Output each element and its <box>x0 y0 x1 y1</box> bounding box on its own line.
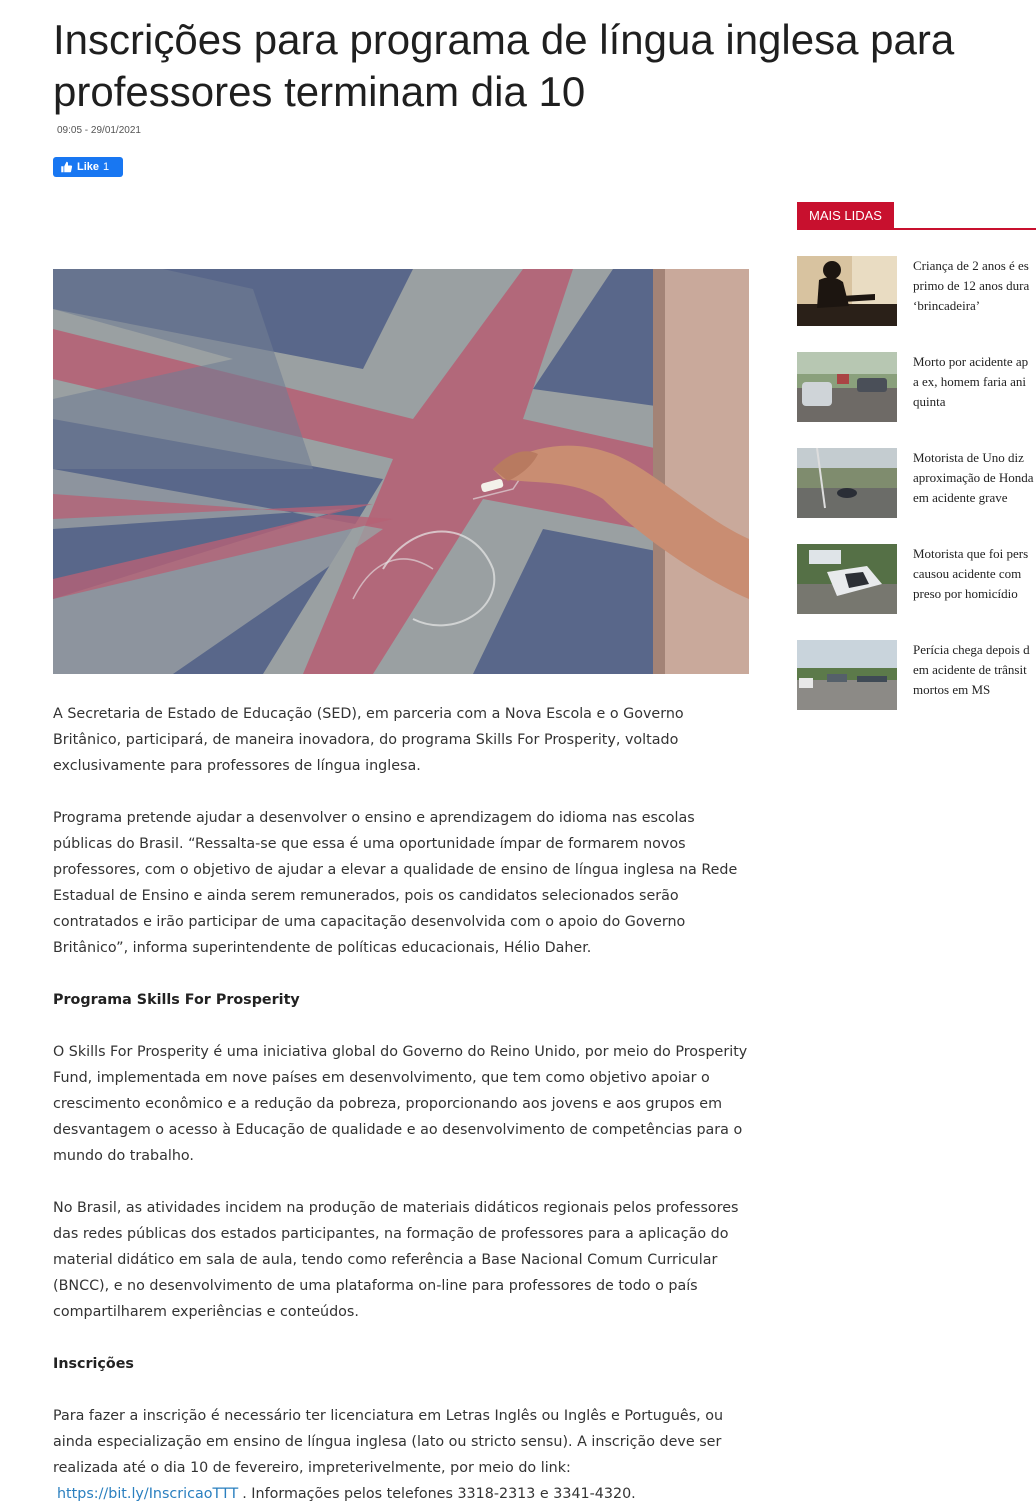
article-title <box>53 14 1033 118</box>
headline-line: a ex, homem faria ani <box>913 374 1026 389</box>
news-headline <box>913 256 1036 316</box>
like-label: Like <box>77 161 100 173</box>
article-hero-image <box>53 269 749 674</box>
news-headline <box>913 352 1036 412</box>
article-title-line2: professores terminam dia 10 <box>53 68 586 115</box>
article-paragraph-with-link <box>53 1403 753 1507</box>
news-thumbnail <box>797 256 897 326</box>
news-headline <box>913 448 1036 508</box>
most-read-sidebar <box>797 202 1036 697</box>
headline-line: Criança de 2 anos é es <box>913 258 1029 273</box>
headline-line: ‘brincadeira’ <box>913 298 981 313</box>
news-thumbnail <box>797 448 897 518</box>
most-read-item[interactable] <box>797 640 1036 710</box>
paragraph-text: Para fazer a inscrição é necessário ter licenciatura em Letras Inglês ou Inglês e Português, ou ainda especialização em ensino de língua inglesa (lato ou stricto sensu). A inscrição deve ser realizada até o dia 10 de fevereiro, impreterivelmente, por meio do link: <box>53 1408 724 1476</box>
headline-line: Perícia chega depois d <box>913 642 1030 657</box>
article-date: 09:05 - 29/01/2021 <box>57 125 141 136</box>
section-heading: Programa Skills For Prosperity <box>53 992 300 1008</box>
news-thumbnail <box>797 640 897 710</box>
news-headline <box>913 640 1036 700</box>
headline-line: Motorista que foi pers <box>913 546 1029 561</box>
most-read-item[interactable] <box>797 352 1036 422</box>
news-thumbnail <box>797 544 897 614</box>
most-read-item[interactable] <box>797 256 1036 326</box>
headline-line: primo de 12 anos dura <box>913 278 1030 293</box>
headline-line: Motorista de Uno diz <box>913 450 1024 465</box>
headline-line: preso por homicídio <box>913 586 1018 601</box>
headline-line: Morto por acidente ap <box>913 354 1029 369</box>
headline-line: em acidente de trânsit <box>913 662 1027 677</box>
article-paragraph: O Skills For Prosperity é uma iniciativa global do Governo do Reino Unido, por meio do Prosperity Fund, implementada em nove países em desenvolvimento, que tem como objetivo apoiar o crescimento econômico e a redução da pobreza, proporcionando aos jovens e aos grupos em desvantagem o acesso à Educação de qualidade e ao desenvolvimento de competências para o mundo do trabalho. <box>53 1044 748 1164</box>
most-read-item[interactable] <box>797 544 1036 614</box>
news-thumbnail <box>797 352 897 422</box>
article-body <box>53 701 753 1511</box>
news-headline <box>913 544 1036 604</box>
thumbs-up-icon <box>60 161 73 173</box>
article-paragraph: No Brasil, as atividades incidem na produção de materiais didáticos regionais pelos professores das redes públicas dos estados participantes, na formação de professores para a aplicação do material didático em sala de aula, tendo como referência a Base Nacional Comum Curricular (BNCC), e no desenvolvimento de uma plataforma on-line para professores de todo o país compartilharem experiências e conteúdos. <box>53 1200 739 1320</box>
headline-line: em acidente grave <box>913 490 1008 505</box>
facebook-like-button[interactable] <box>53 157 123 177</box>
most-read-item[interactable] <box>797 448 1036 518</box>
like-count: 1 <box>103 161 110 173</box>
sidebar-header <box>797 202 1036 230</box>
article-title-line1: Inscrições para programa de língua inglesa para <box>53 16 955 63</box>
article-paragraph: Programa pretende ajudar a desenvolver o ensino e aprendizagem do idioma nas escolas públicas do Brasil. “Ressalta-se que essa é uma oportunidade ímpar de formarem novos professores, com o objetivo de ajudar a elevar a qualidade de ensino de língua inglesa na Rede Estadual de Ensino e ainda serem remunerados, pois os candidatos selecionados serão contratados e irão participar de uma capacitação desenvolvida com o apoio do Governo Britânico”, informa superintendente de políticas educacionais, Hélio Daher. <box>53 810 738 956</box>
paragraph-text-after-link: . Informações pelos telefones 3318-2313 e 3341-4320. <box>242 1486 636 1502</box>
sidebar-title: MAIS LIDAS <box>797 202 894 230</box>
registration-link[interactable]: https://bit.ly/InscricaoTTT <box>57 1486 239 1502</box>
article-paragraph: A Secretaria de Estado de Educação (SED), em parceria com a Nova Escola e o Governo Britânico, participará, de maneira inovadora, do programa Skills For Prosperity, voltado exclusivamente para professores de língua inglesa. <box>53 706 684 774</box>
section-heading: Inscrições <box>53 1356 134 1372</box>
headline-line: aproximação de Honda <box>913 470 1034 485</box>
headline-line: mortos em MS <box>913 682 991 697</box>
headline-line: causou acidente com <box>913 566 1022 581</box>
headline-line: quinta <box>913 394 946 409</box>
